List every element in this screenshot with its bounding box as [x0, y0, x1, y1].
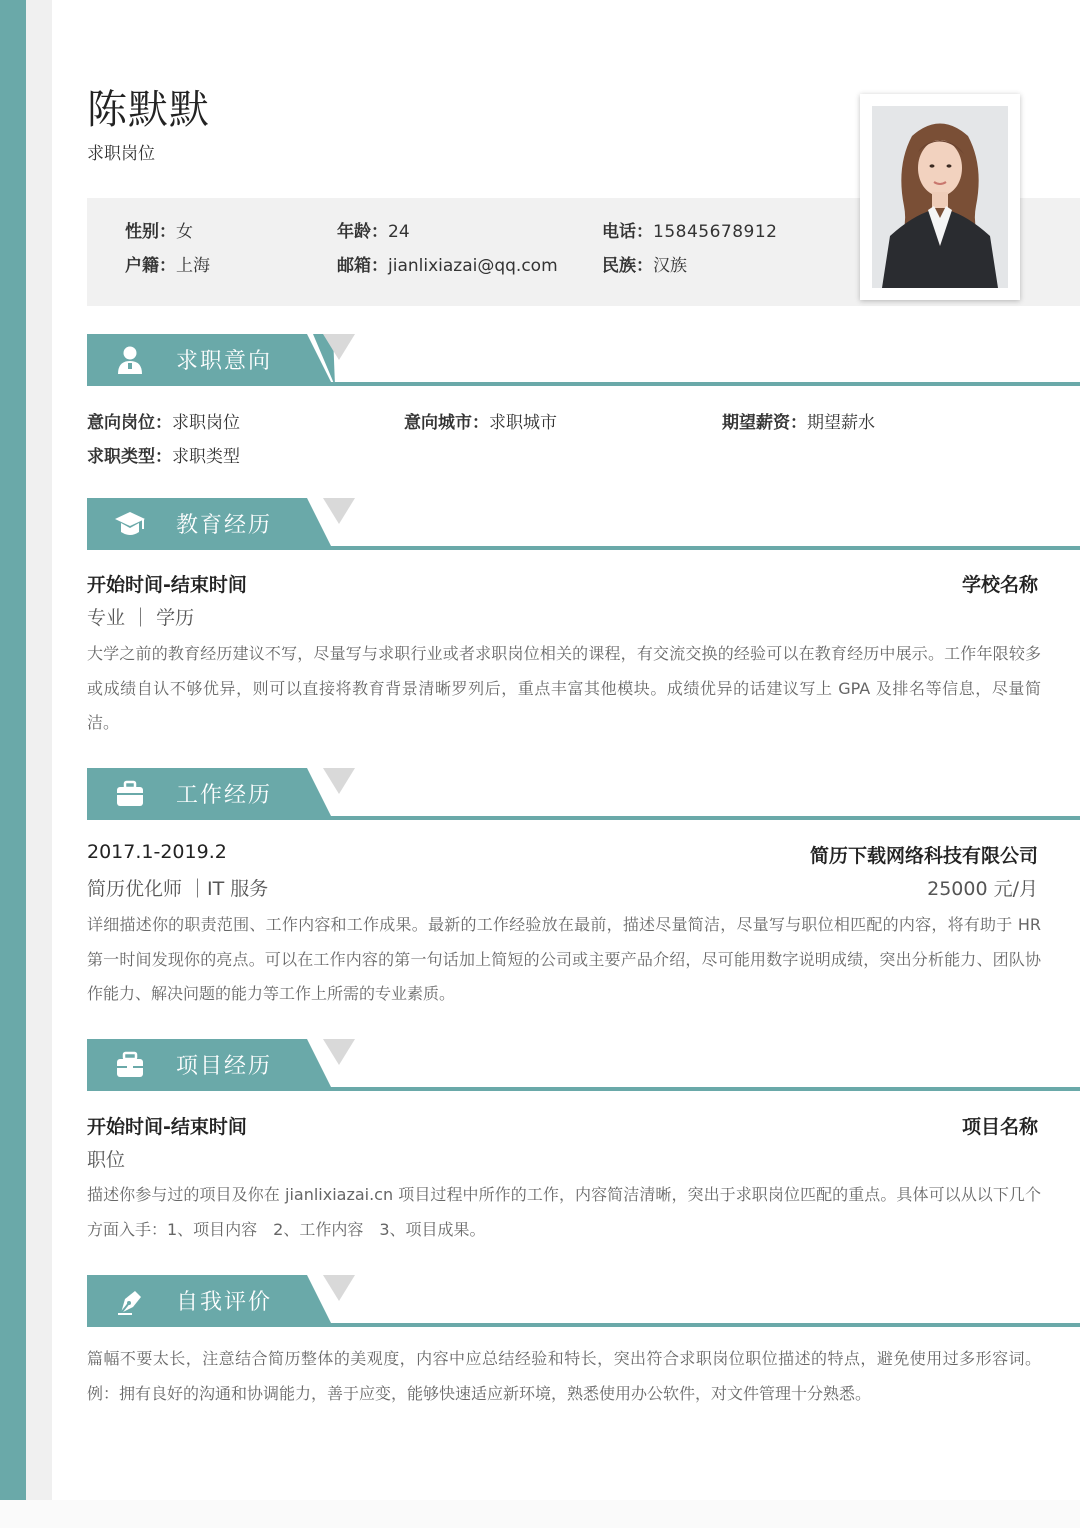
- email-field: [337, 251, 558, 276]
- hometown-label: 户籍：: [125, 256, 176, 276]
- candidate-name: 陈默默: [87, 87, 210, 133]
- age-label: 年龄：: [337, 222, 388, 242]
- section-header-education: [87, 498, 1080, 554]
- email-value: jianlixiazai@qq.com: [388, 256, 558, 276]
- project-role: 职位: [87, 1149, 126, 1171]
- ethnicity-value: 汉族: [653, 256, 687, 276]
- intention-city-label: 意向城市：: [404, 413, 489, 433]
- section-title: 教育经历: [176, 513, 273, 538]
- toolbox-icon: [113, 1049, 147, 1081]
- work-period: 2017.1-2019.2: [87, 841, 227, 863]
- left-accent-bar: [0, 0, 26, 1500]
- work-salary: 25000 元/月: [927, 878, 1038, 900]
- intention-type-value: 求职类型: [172, 447, 240, 467]
- education-major-degree: 专业 ｜ 学历: [87, 607, 195, 629]
- education-period: 开始时间-结束时间: [87, 574, 247, 596]
- education-description: 大学之前的教育经历建议不写，尽量写与求职行业或者求职岗位相关的课程，有交流交换的经验可以在教育经历中展示。工作年限较多或成绩自认不够优异，则可以直接将教育背景清晰罗列后，重点丰富其他模块。成绩优异的话建议写上 GPA 及排名等信息，尽量简洁。: [87, 644, 1041, 732]
- intention-salary-label: 期望薪资：: [722, 413, 807, 433]
- hometown-field: [125, 251, 210, 276]
- project-description: 描述你参与过的项目及你在 jianlixiazai.cn 项目过程中所作的工作，内容简洁清晰，突出于求职岗位匹配的重点。具体可以从以下几个方面入手：1、项目内容 2、工作内容 3、项目成果。: [87, 1185, 1041, 1239]
- section-header-project: [87, 1039, 1080, 1095]
- user-icon: [113, 344, 147, 376]
- self-eval-description: 篇幅不要太长，注意结合简历整体的美观度，内容中应总结经验和特长，突出符合求职岗位职位描述的特点，避免使用过多形容词。例：拥有良好的沟通和协调能力，善于应变，能够快速适应新环境，熟悉使用办公软件，对文件管理十分熟悉。: [87, 1349, 1041, 1403]
- section-divider: [87, 382, 1080, 386]
- section-divider: [87, 546, 1080, 550]
- intention-type-label: 求职类型：: [87, 447, 172, 467]
- education-school: 学校名称: [961, 574, 1038, 596]
- age-value: 24: [388, 222, 410, 242]
- section-divider: [87, 816, 1080, 820]
- intention-salary-value: 期望薪水: [807, 413, 875, 433]
- phone-label: 电话：: [602, 222, 653, 242]
- intention-city-value: 求职城市: [489, 413, 557, 433]
- profile-photo: [872, 106, 1008, 288]
- section-divider: [87, 1323, 1080, 1327]
- intention-position-label: 意向岗位：: [87, 413, 172, 433]
- work-description: 详细描述你的职责范围、工作内容和工作成果。最新的工作经验放在最前，描述尽量简洁，尽量写与职位相匹配的内容，将有助于 HR 第一时间发现你的亮点。可以在工作内容的第一句话加上简短的公司或主要产品介绍，尽可能用数字说明成绩，突出分析能力、团队协作能力、解决问题的能力等工作上所需的专业素质。: [87, 915, 1041, 1003]
- ethnicity-label: 民族：: [602, 256, 653, 276]
- intention-salary-field: [722, 408, 875, 433]
- section-title: 工作经历: [176, 783, 273, 808]
- work-company: 简历下载网络科技有限公司: [809, 845, 1038, 867]
- gender-value: 女: [176, 222, 193, 242]
- email-label: 邮箱：: [337, 256, 388, 276]
- section-header-work: [87, 768, 1080, 824]
- intention-city-field: [404, 408, 557, 433]
- section-header-self-eval: [87, 1275, 1080, 1331]
- job-target: 求职岗位: [87, 144, 155, 164]
- gender-field: [125, 217, 193, 242]
- left-gray-bar: [26, 0, 52, 1500]
- work-role: 简历优化师 ｜IT 服务: [87, 878, 269, 900]
- section-title: 项目经历: [176, 1054, 273, 1079]
- pen-icon: [113, 1285, 147, 1317]
- intention-type-field: [87, 442, 240, 467]
- section-title: 自我评价: [176, 1290, 273, 1315]
- graduation-cap-icon: [113, 508, 147, 540]
- intention-position-value: 求职岗位: [172, 413, 240, 433]
- ethnicity-field: [602, 251, 687, 276]
- project-name: 项目名称: [961, 1116, 1038, 1138]
- profile-photo-frame: [860, 94, 1020, 300]
- phone-field: [602, 217, 777, 242]
- project-period: 开始时间-结束时间: [87, 1116, 247, 1138]
- intention-position-field: [87, 408, 240, 433]
- age-field: [337, 217, 410, 242]
- page-bottom-band: [0, 1500, 1080, 1528]
- briefcase-icon: [113, 778, 147, 810]
- gender-label: 性别：: [125, 222, 176, 242]
- section-title: 求职意向: [176, 349, 273, 374]
- section-header-intention: [87, 334, 1080, 390]
- phone-value: 15845678912: [653, 222, 778, 242]
- section-divider: [87, 1087, 1080, 1091]
- hometown-value: 上海: [176, 256, 210, 276]
